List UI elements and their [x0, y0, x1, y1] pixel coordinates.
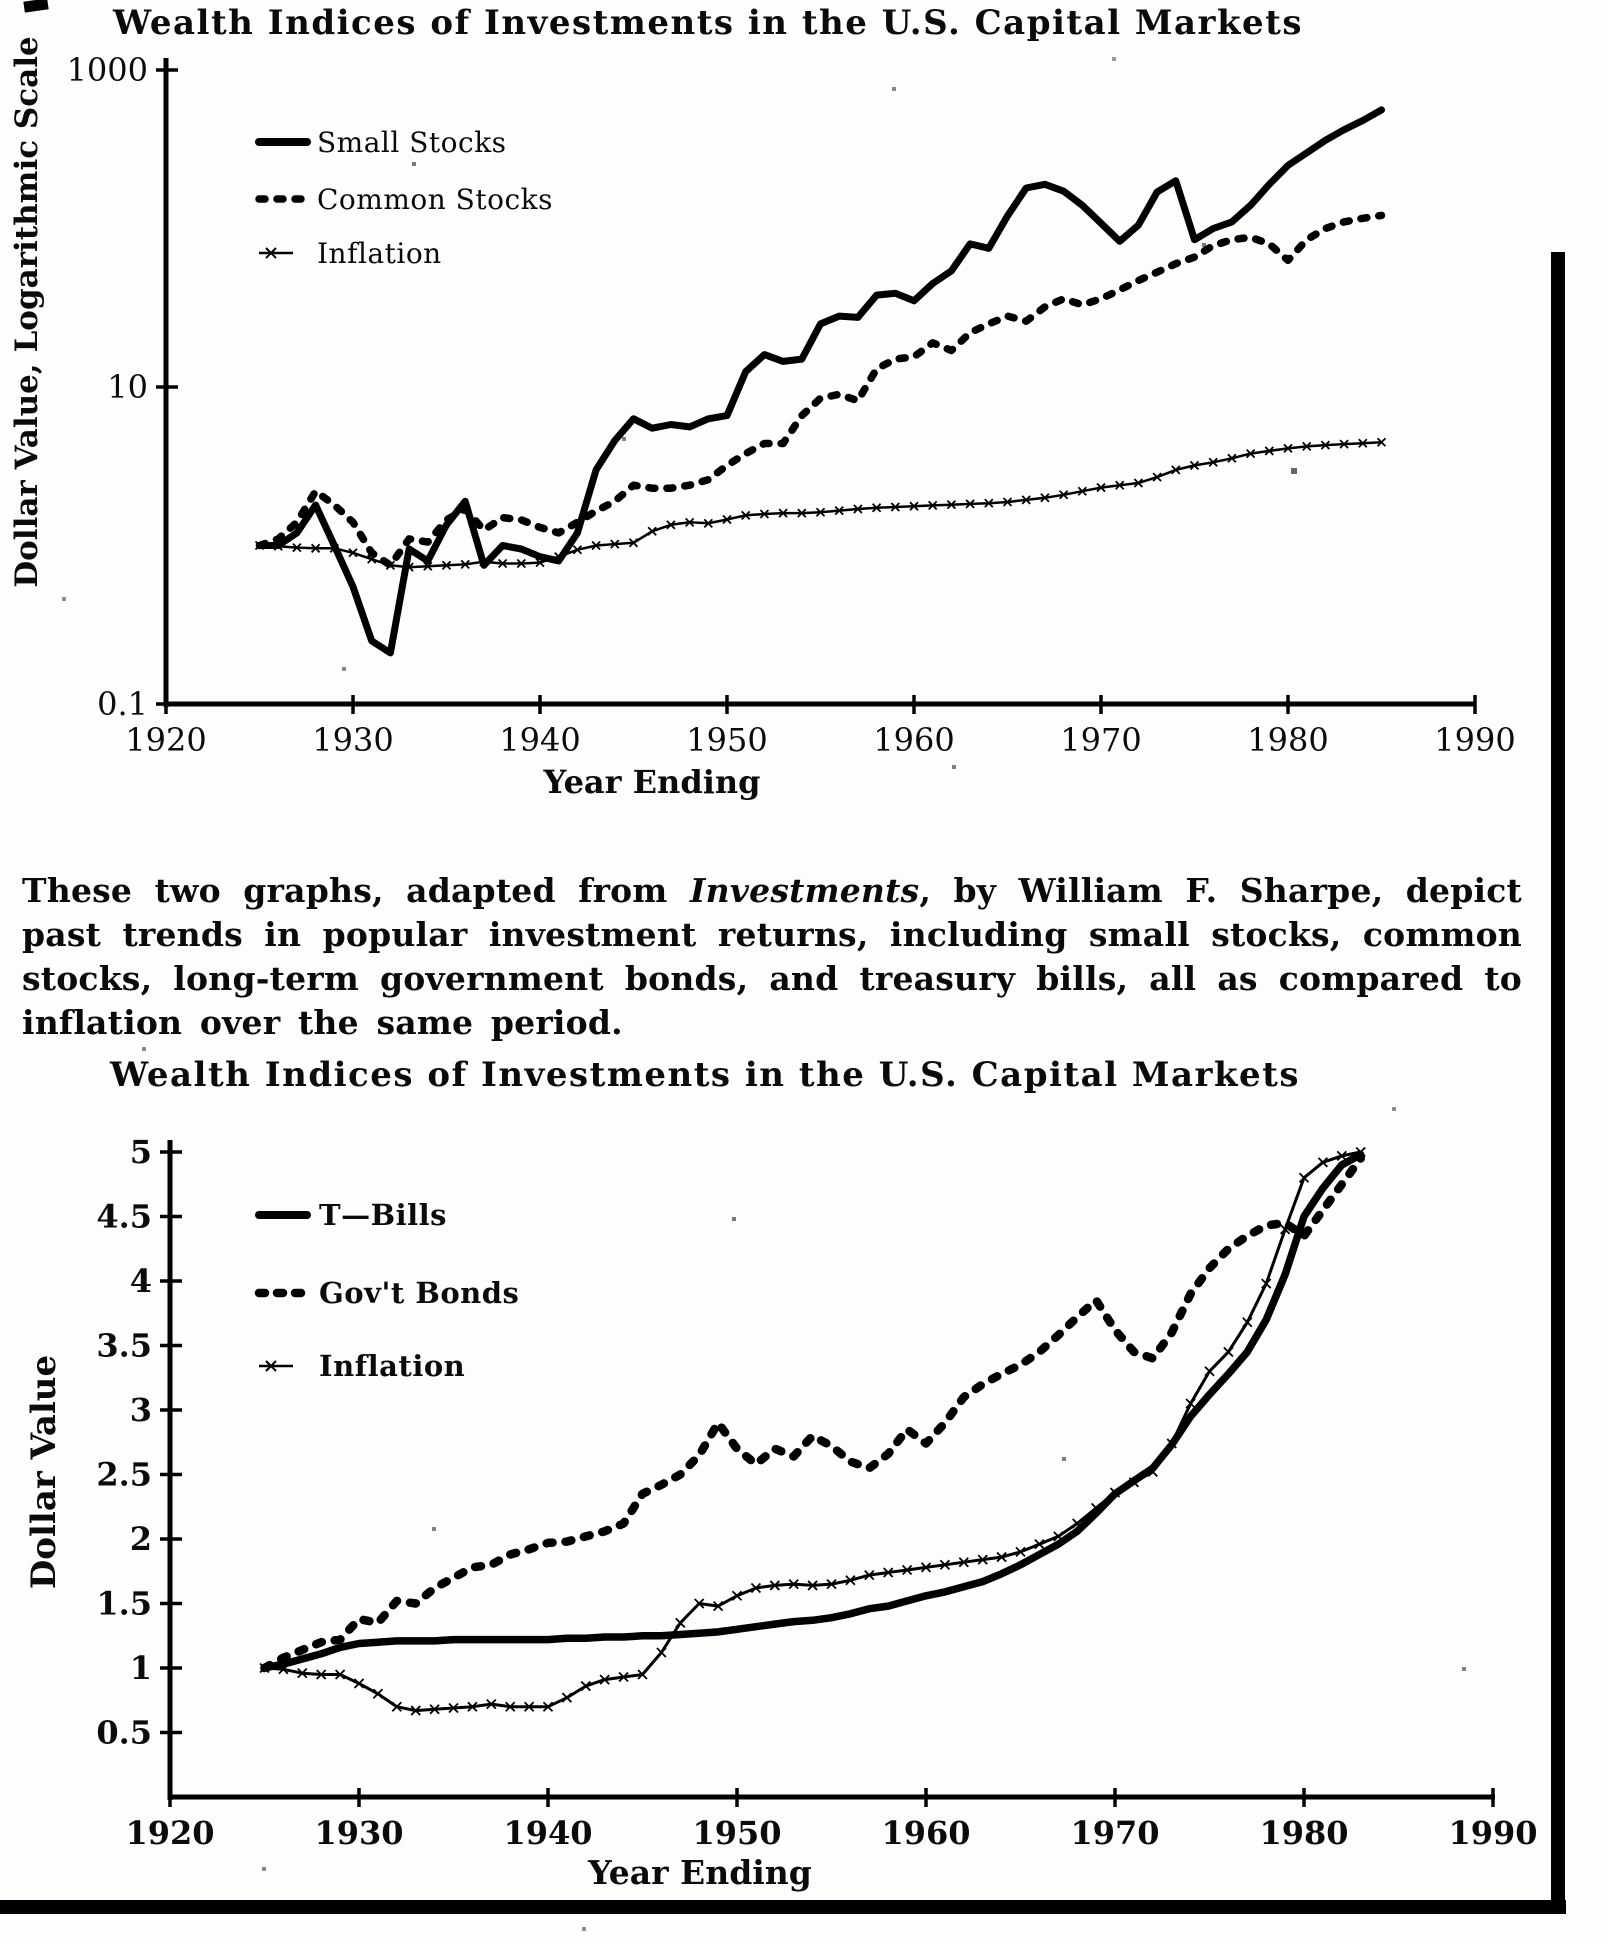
legend-label: Gov't Bonds	[319, 1276, 520, 1310]
x-tick-label: 1920	[125, 721, 207, 759]
x-tick-label: 1940	[499, 721, 581, 759]
x-tick-label: 1990	[1434, 721, 1516, 759]
y-tick-label: 10	[107, 368, 148, 406]
legend-label: Small Stocks	[317, 126, 507, 159]
legend-item-inflation	[259, 237, 442, 270]
y-tick-label: 3	[129, 1391, 152, 1429]
chart-title: Wealth Indices of Investments in the U.S. Capital Markets	[109, 1055, 1301, 1095]
y-tick-label: 0.5	[96, 1713, 152, 1752]
x-axis-label: Year Ending	[588, 1853, 812, 1892]
page-border-right	[1551, 252, 1565, 1914]
series-line-inflation	[265, 1152, 1361, 1711]
bottom-chart	[0, 1040, 1608, 1920]
top-chart	[0, 0, 1608, 818]
y-tick-label: 0.1	[97, 685, 148, 723]
x-tick-label: 1970	[1070, 1814, 1160, 1852]
x-tick-label: 1930	[314, 1814, 404, 1852]
x-tick-label: 1940	[503, 1814, 593, 1852]
x-tick-label: 1950	[686, 721, 768, 759]
y-tick-label: 1	[129, 1649, 152, 1687]
chart-title: Wealth Indices of Investments in the U.S. Capital Markets	[112, 3, 1304, 43]
legend	[259, 1198, 519, 1383]
y-tick-label: 5	[129, 1133, 152, 1171]
legend-item-small-stocks	[259, 126, 507, 159]
legend-label: Inflation	[319, 1349, 466, 1383]
x-tick-label: 1960	[873, 721, 955, 759]
x-tick-label: 1980	[1259, 1814, 1349, 1852]
legend-label: Inflation	[317, 237, 442, 270]
y-tick-label: 1000	[66, 51, 148, 89]
x-tick-label: 1980	[1247, 721, 1329, 759]
x-tick-label: 1960	[881, 1814, 971, 1852]
y-axis-label: Dollar Value	[24, 1354, 64, 1590]
y-tick-label: 1.5	[96, 1584, 152, 1623]
caption-paragraph	[22, 869, 1522, 1045]
caption-text-before: These two graphs, adapted from	[22, 871, 690, 910]
legend-label: T—Bills	[319, 1198, 447, 1232]
x-tick-label: 1970	[1060, 721, 1142, 759]
caption-italic-book-title: Investments	[689, 871, 920, 910]
caption-text-after: , by William F. Sharpe, depict past trends in popular investment returns, including small stocks, common stocks, long-term government bonds, and treasury bills, all as compared to inflation over the same period.	[22, 871, 1522, 1042]
y-tick-label: 4.5	[96, 1197, 152, 1236]
x-tick-label: 1950	[692, 1814, 782, 1852]
legend-item-gov-t-bonds	[259, 1276, 519, 1310]
y-tick-label: 2.5	[96, 1455, 152, 1494]
x-tick-label: 1930	[312, 721, 394, 759]
series-markers-inflation	[256, 438, 1386, 571]
y-tick-label: 3.5	[96, 1326, 152, 1365]
page-border-bottom	[0, 1900, 1566, 1914]
legend-label: Common Stocks	[317, 183, 553, 216]
y-tick-label: 4	[129, 1262, 152, 1300]
legend	[259, 126, 553, 270]
legend-item-t-bills	[259, 1198, 447, 1232]
y-tick-label: 2	[129, 1520, 152, 1558]
series-markers-inflation	[260, 1148, 1365, 1716]
x-tick-label: 1990	[1448, 1814, 1538, 1852]
x-axis-label: Year Ending	[543, 763, 761, 801]
y-axis-label: Dollar Value, Logarithmic Scale	[9, 36, 45, 588]
legend-item-common-stocks	[259, 183, 553, 216]
x-tick-label: 1920	[125, 1814, 215, 1852]
legend-item-inflation	[259, 1349, 465, 1383]
